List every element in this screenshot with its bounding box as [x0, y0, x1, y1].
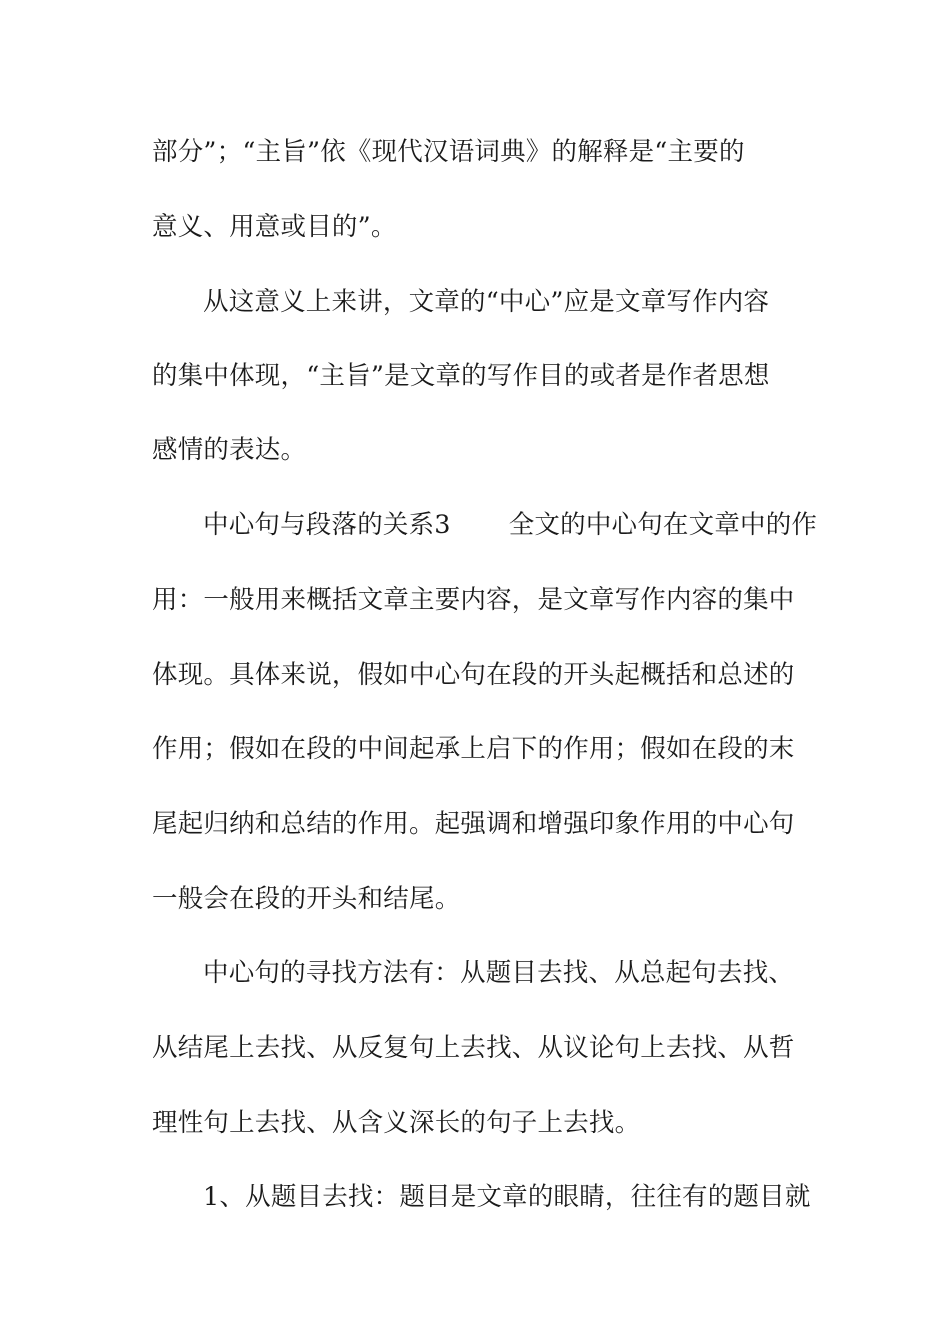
paragraph-first-line: 从这意义上来讲，文章的“中心”应是文章写作内容: [203, 287, 770, 317]
paragraph-first-line: [203, 509, 883, 541]
text-line: 的集中体现，“主旨”是文章的写作目的或者是作者思想: [152, 361, 770, 391]
text-line: 全文的中心句在文章中的作: [508, 510, 818, 540]
text-line: 作用；假如在段的中间起承上启下的作用；假如在段的末: [152, 734, 795, 764]
text-line: 用：一般用来概括文章主要内容，是文章写作内容的集中: [152, 585, 795, 615]
text-line: 从结尾上去找、从反复句上去找、从议论句上去找、从哲: [152, 1033, 795, 1063]
text-line: 部分”；“主旨”依《现代汉语词典》的解释是“主要的: [152, 137, 745, 167]
text-line: 理性句上去找、从含义深长的句子上去找。: [152, 1108, 641, 1138]
text-line: 感情的表达。: [152, 435, 307, 465]
text-line: 意义、用意或目的”。: [152, 212, 397, 242]
text-line: 尾起归纳和总结的作用。起强调和增强印象作用的中心句: [152, 809, 795, 839]
text-line: 一般会在段的开头和结尾。: [152, 884, 461, 914]
paragraph-first-line: 中心句的寻找方法有：从题目去找、从总起句去找、: [203, 958, 795, 988]
text-line: 体现。具体来说，假如中心句在段的开头起概括和总述的: [152, 660, 795, 690]
paragraph-first-line: 1、从题目去找：题目是文章的眼睛，往往有的题目就: [203, 1182, 811, 1212]
section-heading: 中心句与段落的关系3: [203, 510, 451, 540]
